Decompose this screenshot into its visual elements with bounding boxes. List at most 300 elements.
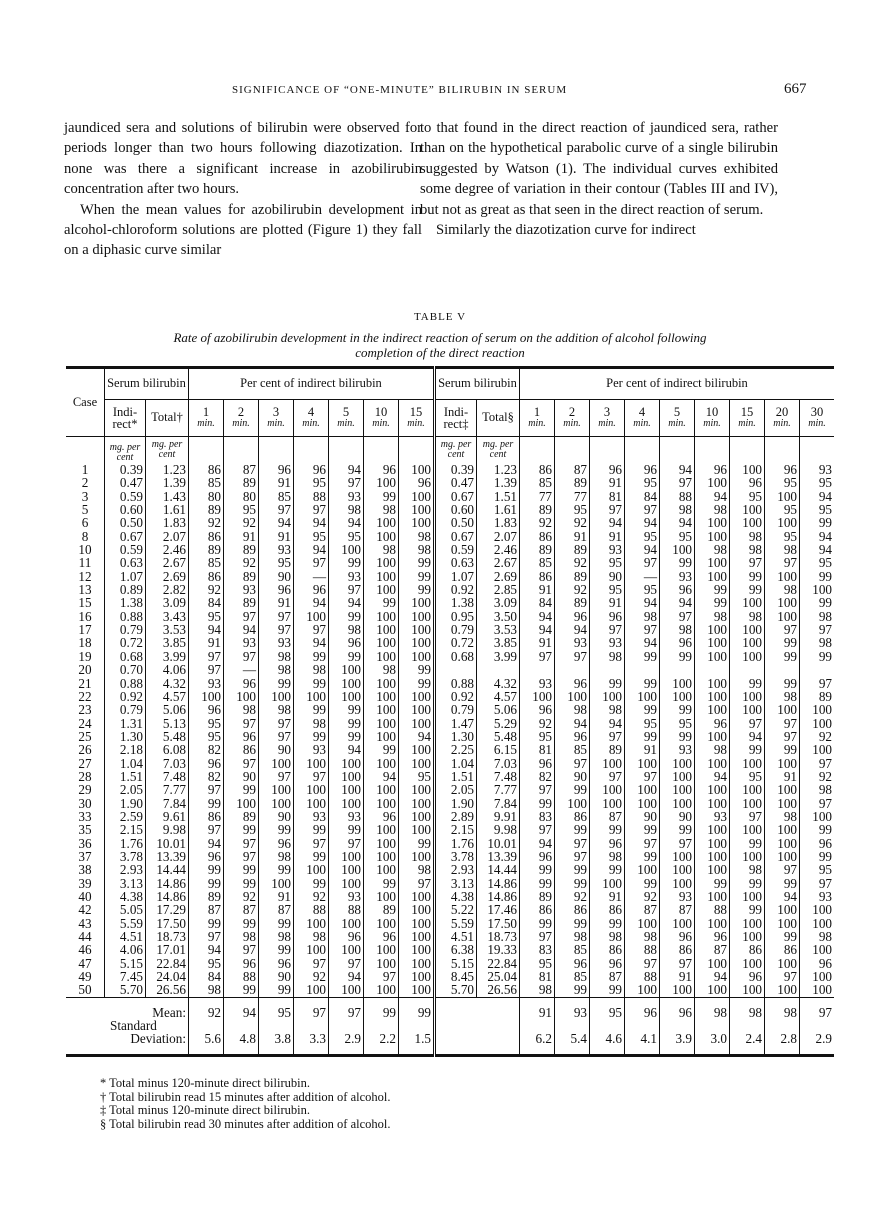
percent-value: 99 — [399, 677, 435, 690]
percent-value: 95 — [189, 957, 224, 970]
table-row — [66, 970, 834, 983]
total-bilirubin: 7.03 — [146, 757, 189, 770]
percent-value: 98 — [399, 863, 435, 876]
percent-value: 100 — [294, 943, 329, 956]
percent-value: 100 — [695, 757, 730, 770]
footnotes — [100, 1077, 391, 1131]
percent-value: 98 — [730, 610, 765, 623]
paragraph: When the mean values for azobilirubin development in alcohol-chloroform solutions are plotted (Figure 1) they fall on a diphasic curve similar — [64, 201, 422, 259]
percent-value: 85 — [555, 943, 590, 956]
percent-value: 100 — [364, 516, 399, 529]
percent-value: 100 — [399, 703, 435, 716]
percent-value: 91 — [625, 743, 660, 756]
percent-value: 100 — [329, 690, 364, 703]
percent-value: 100 — [364, 797, 399, 810]
empty-cell — [625, 437, 660, 464]
percent-value: 99 — [294, 823, 329, 836]
percent-value: 100 — [329, 543, 364, 556]
percent-value: 88 — [294, 490, 329, 503]
percent-value: 100 — [660, 797, 695, 810]
percent-value: 99 — [259, 943, 294, 956]
table-row — [66, 957, 834, 970]
percent-value: 97 — [189, 930, 224, 943]
percent-value: 94 — [590, 516, 625, 529]
percent-value: 99 — [730, 877, 765, 890]
percent-value: 100 — [329, 757, 364, 770]
percent-value: 96 — [189, 850, 224, 863]
total-bilirubin: 3.43 — [146, 610, 189, 623]
page-number: 667 — [784, 81, 807, 97]
percent-value: 100 — [800, 917, 835, 930]
percent-value: 95 — [625, 530, 660, 543]
percent-value: 95 — [765, 476, 800, 489]
percent-value: 95 — [800, 556, 835, 569]
percent-value: 89 — [224, 570, 259, 583]
percent-value: 98 — [800, 636, 835, 649]
percent-value: 100 — [364, 823, 399, 836]
percent-value: 98 — [399, 530, 435, 543]
percent-value: 95 — [520, 957, 555, 970]
indirect-bilirubin: 5.15 — [105, 957, 146, 970]
percent-value: 97 — [259, 623, 294, 636]
percent-value: 96 — [800, 837, 835, 850]
percent-value: 93 — [590, 543, 625, 556]
percent-value: 92 — [800, 730, 835, 743]
percent-value: 99 — [765, 636, 800, 649]
percent-value: 93 — [800, 890, 835, 903]
total-bilirubin: 2.82 — [146, 583, 189, 596]
table-caption: Rate of azobilirubin development in the indirect reaction of serum on the addition of alcohol following completion of the direct reaction — [173, 330, 707, 360]
percent-value: 91 — [520, 636, 555, 649]
percent-value: 99 — [329, 730, 364, 743]
mean-value: 98 — [765, 997, 800, 1019]
percent-value: 92 — [224, 516, 259, 529]
percent-value: 80 — [224, 490, 259, 503]
indirect-bilirubin: 1.38 — [105, 596, 146, 609]
total-bilirubin: 17.01 — [146, 943, 189, 956]
indirect-bilirubin: 1.76 — [105, 837, 146, 850]
percent-value: 99 — [695, 877, 730, 890]
percent-value: 91 — [259, 530, 294, 543]
header-serum-bilirubin-right: Serum bilirubin — [435, 368, 520, 400]
header-left-minute — [189, 400, 224, 437]
percent-value: 100 — [625, 917, 660, 930]
minute-value: 3 — [603, 405, 611, 419]
indirect-bilirubin: 3.13 — [105, 877, 146, 890]
total-bilirubin: 5.48 — [477, 730, 520, 743]
table-row — [66, 463, 834, 476]
percent-value: 100 — [364, 757, 399, 770]
percent-value: 96 — [224, 957, 259, 970]
percent-value: 93 — [329, 490, 364, 503]
empty-cell — [730, 437, 765, 464]
percent-value: 100 — [660, 917, 695, 930]
percent-value: 97 — [555, 650, 590, 663]
percent-value: 96 — [800, 957, 835, 970]
percent-value: 96 — [520, 757, 555, 770]
percent-value: 100 — [695, 690, 730, 703]
percent-value: 100 — [765, 757, 800, 770]
table-row — [66, 543, 834, 556]
percent-value: 85 — [555, 743, 590, 756]
percent-value: 98 — [259, 930, 294, 943]
percent-value: 99 — [189, 863, 224, 876]
minute-unit: min. — [808, 418, 826, 429]
table-label: TABLE V — [413, 311, 467, 323]
percent-value: 95 — [625, 583, 660, 596]
percent-value: 100 — [364, 703, 399, 716]
percent-value — [590, 663, 625, 676]
percent-value: 100 — [660, 690, 695, 703]
case-number: 28 — [78, 768, 92, 784]
percent-value: 97 — [189, 823, 224, 836]
percent-value: 100 — [625, 983, 660, 997]
minute-unit: min. — [703, 418, 721, 429]
percent-value: 98 — [730, 543, 765, 556]
total-bilirubin: 3.85 — [477, 636, 520, 649]
indirect-bilirubin: 4.38 — [105, 890, 146, 903]
percent-value: 100 — [765, 957, 800, 970]
percent-value: 94 — [294, 543, 329, 556]
empty-cell — [435, 997, 520, 1019]
percent-value: 100 — [660, 770, 695, 783]
percent-value: 95 — [520, 730, 555, 743]
indirect-bilirubin: 5.59 — [435, 917, 477, 930]
minute-value: 1 — [533, 405, 541, 419]
total-bilirubin: 10.01 — [477, 837, 520, 850]
percent-value: 96 — [555, 610, 590, 623]
percent-value: 100 — [399, 490, 435, 503]
percent-value: 100 — [364, 837, 399, 850]
percent-value: 88 — [329, 903, 364, 916]
table-row — [66, 823, 834, 836]
minute-value: 5 — [342, 405, 350, 419]
total-bilirubin: 17.50 — [477, 917, 520, 930]
case-number: 21 — [78, 675, 92, 691]
percent-value: 94 — [660, 463, 695, 476]
percent-value: 99 — [259, 677, 294, 690]
percent-value: 100 — [730, 463, 765, 476]
percent-value: 99 — [625, 677, 660, 690]
percent-value: 95 — [800, 863, 835, 876]
percent-value: 100 — [695, 983, 730, 997]
case-number: 39 — [78, 875, 92, 891]
case-number: 13 — [78, 582, 92, 598]
percent-value: 88 — [294, 903, 329, 916]
minute-value: 15 — [740, 405, 754, 419]
percent-value: 91 — [590, 476, 625, 489]
percent-value: 100 — [695, 677, 730, 690]
percent-value: 99 — [555, 863, 590, 876]
percent-value: 82 — [189, 770, 224, 783]
case-number: 38 — [78, 862, 92, 878]
percent-value: 94 — [189, 837, 224, 850]
total-bilirubin: 2.69 — [477, 570, 520, 583]
case-number: 27 — [78, 755, 92, 771]
percent-value: 99 — [625, 703, 660, 716]
indirect-bilirubin — [435, 663, 477, 676]
percent-value: 96 — [660, 930, 695, 943]
total-bilirubin: 5.06 — [146, 703, 189, 716]
percent-value: 99 — [800, 823, 835, 836]
mean-value: 94 — [224, 997, 259, 1019]
percent-value: 99 — [555, 783, 590, 796]
percent-value: 97 — [259, 717, 294, 730]
percent-value: 99 — [730, 677, 765, 690]
total-bilirubin: 2.07 — [477, 530, 520, 543]
percent-value: 97 — [765, 556, 800, 569]
table-row — [66, 490, 834, 503]
percent-value: 100 — [399, 757, 435, 770]
indirect-bilirubin: 2.18 — [105, 743, 146, 756]
percent-value: 100 — [329, 770, 364, 783]
percent-value: 86 — [189, 810, 224, 823]
percent-value: 97 — [765, 863, 800, 876]
total-bilirubin: 5.06 — [477, 703, 520, 716]
percent-value: 86 — [520, 463, 555, 476]
percent-value: 100 — [399, 503, 435, 516]
footnote: * Total minus 120-minute direct bilirubin. — [100, 1076, 310, 1090]
percent-value: 99 — [730, 903, 765, 916]
percent-value: 94 — [329, 596, 364, 609]
header-right-minute — [660, 400, 695, 437]
percent-value: 90 — [660, 810, 695, 823]
percent-value: 100 — [695, 623, 730, 636]
total-bilirubin: 1.83 — [146, 516, 189, 529]
percent-value: 98 — [294, 663, 329, 676]
percent-value: 92 — [189, 516, 224, 529]
minute-unit: min. — [337, 418, 355, 429]
percent-value: 99 — [800, 570, 835, 583]
percent-value: 96 — [259, 957, 294, 970]
percent-value: 96 — [660, 636, 695, 649]
indirect-bilirubin: 0.72 — [435, 636, 477, 649]
percent-value: 98 — [259, 703, 294, 716]
percent-value: 92 — [625, 890, 660, 903]
sd-value: 2.9 — [800, 1019, 835, 1055]
percent-value: 100 — [329, 850, 364, 863]
percent-value: 100 — [730, 757, 765, 770]
total-bilirubin: 18.73 — [146, 930, 189, 943]
case-number: 3 — [81, 488, 89, 504]
case-number: 49 — [78, 969, 92, 985]
percent-value: 77 — [555, 490, 590, 503]
percent-value: 100 — [695, 863, 730, 876]
percent-value: 91 — [660, 970, 695, 983]
table-row — [66, 837, 834, 850]
total-bilirubin: 14.86 — [146, 890, 189, 903]
percent-value: 92 — [800, 770, 835, 783]
percent-value: 100 — [590, 797, 625, 810]
percent-value: 100 — [625, 783, 660, 796]
percent-value: 88 — [625, 970, 660, 983]
total-bilirubin: 3.09 — [146, 596, 189, 609]
percent-value: — — [625, 570, 660, 583]
percent-value: 94 — [329, 516, 364, 529]
percent-value: 97 — [800, 623, 835, 636]
percent-value: 89 — [189, 503, 224, 516]
total-bilirubin: 5.48 — [146, 730, 189, 743]
indirect-bilirubin: 2.89 — [435, 810, 477, 823]
minute-unit: min. — [372, 418, 390, 429]
percent-value: — — [224, 663, 259, 676]
total-bilirubin: 1.39 — [477, 476, 520, 489]
percent-value: 94 — [364, 770, 399, 783]
percent-value: 94 — [224, 623, 259, 636]
percent-value: 97 — [224, 943, 259, 956]
percent-value — [555, 663, 590, 676]
header-left-minute — [224, 400, 259, 437]
header-right-minute — [555, 400, 590, 437]
case-number: 26 — [78, 742, 92, 758]
percent-value: 98 — [520, 983, 555, 997]
header-case: Case — [72, 394, 98, 409]
percent-value: 99 — [660, 650, 695, 663]
percent-value: 89 — [189, 543, 224, 556]
percent-value: 87 — [224, 903, 259, 916]
percent-value: 99 — [555, 823, 590, 836]
percent-value: 98 — [765, 543, 800, 556]
percent-value: 100 — [730, 690, 765, 703]
percent-value: 96 — [189, 757, 224, 770]
percent-value: 85 — [520, 476, 555, 489]
percent-value — [625, 663, 660, 676]
indirect-bilirubin: 0.47 — [105, 476, 146, 489]
percent-value: 90 — [625, 810, 660, 823]
percent-value: 97 — [625, 957, 660, 970]
percent-value: 100 — [364, 730, 399, 743]
table-row — [66, 810, 834, 823]
indirect-bilirubin: 1.07 — [435, 570, 477, 583]
percent-value: 87 — [555, 463, 590, 476]
percent-value: 91 — [590, 890, 625, 903]
table-row — [66, 770, 834, 783]
percent-value: 86 — [520, 903, 555, 916]
percent-value: 100 — [364, 677, 399, 690]
header-left-minute — [259, 400, 294, 437]
percent-value: 98 — [765, 583, 800, 596]
percent-value: 99 — [399, 583, 435, 596]
percent-value: 100 — [625, 757, 660, 770]
percent-value: 100 — [329, 783, 364, 796]
sd-value: 3.0 — [695, 1019, 730, 1055]
percent-value: 97 — [590, 623, 625, 636]
percent-value: 86 — [189, 530, 224, 543]
indirect-bilirubin: 4.51 — [435, 930, 477, 943]
percent-value: 96 — [329, 930, 364, 943]
percent-value: 100 — [695, 636, 730, 649]
percent-value: 99 — [329, 610, 364, 623]
percent-value: 86 — [660, 943, 695, 956]
indirect-bilirubin: 2.25 — [435, 743, 477, 756]
percent-value: 98 — [259, 850, 294, 863]
case-number: 11 — [78, 555, 92, 571]
percent-value: 89 — [224, 596, 259, 609]
indirect-bilirubin: 0.95 — [435, 610, 477, 623]
percent-value: 99 — [660, 703, 695, 716]
units-row — [66, 437, 834, 464]
percent-value: 86 — [555, 903, 590, 916]
percent-value: 100 — [329, 677, 364, 690]
case-number: 18 — [78, 635, 92, 651]
data-table — [66, 366, 834, 1057]
percent-value: 91 — [259, 890, 294, 903]
percent-value: 98 — [399, 543, 435, 556]
percent-value: 100 — [730, 930, 765, 943]
indirect-bilirubin: 0.92 — [105, 690, 146, 703]
percent-value: 100 — [695, 783, 730, 796]
percent-value: 96 — [364, 930, 399, 943]
percent-value: 100 — [399, 650, 435, 663]
percent-value: 93 — [520, 677, 555, 690]
percent-value: 100 — [399, 797, 435, 810]
header-right-minute — [765, 400, 800, 437]
percent-value: 100 — [660, 850, 695, 863]
percent-value: 100 — [294, 983, 329, 997]
percent-value: 100 — [259, 690, 294, 703]
percent-value: 84 — [625, 490, 660, 503]
percent-value: 100 — [294, 690, 329, 703]
percent-value: 99 — [294, 650, 329, 663]
percent-value: 99 — [294, 730, 329, 743]
percent-value: 81 — [520, 970, 555, 983]
indirect-bilirubin: 0.67 — [435, 530, 477, 543]
mean-value: 96 — [660, 997, 695, 1019]
percent-value: 99 — [329, 650, 364, 663]
percent-value: 100 — [294, 917, 329, 930]
indirect-bilirubin: 2.93 — [435, 863, 477, 876]
empty-cell — [66, 437, 105, 464]
case-number: 10 — [78, 542, 92, 558]
empty-cell — [800, 437, 835, 464]
empty-cell — [224, 437, 259, 464]
percent-value: 81 — [520, 743, 555, 756]
percent-value: 92 — [189, 583, 224, 596]
empty-cell — [660, 437, 695, 464]
percent-value: 83 — [520, 810, 555, 823]
percent-value: 95 — [294, 530, 329, 543]
percent-value: 100 — [364, 636, 399, 649]
indirect-bilirubin: 3.13 — [435, 877, 477, 890]
table-row — [66, 570, 834, 583]
percent-value: 89 — [520, 543, 555, 556]
percent-value: 88 — [695, 903, 730, 916]
minute-unit: min. — [407, 418, 425, 429]
percent-value: 100 — [695, 570, 730, 583]
percent-value: 100 — [730, 636, 765, 649]
percent-value: 94 — [695, 770, 730, 783]
header-per-cent-left: Per cent of indirect bilirubin — [189, 368, 435, 400]
mean-value: 99 — [364, 997, 399, 1019]
total-bilirubin: 22.84 — [477, 957, 520, 970]
percent-value: 97 — [625, 623, 660, 636]
percent-value: 96 — [590, 957, 625, 970]
percent-value: 98 — [800, 930, 835, 943]
sd-value: 5.6 — [189, 1019, 224, 1055]
percent-value: 98 — [660, 503, 695, 516]
percent-value: 100 — [730, 823, 765, 836]
percent-value: 90 — [259, 810, 294, 823]
total-bilirubin: 1.51 — [477, 490, 520, 503]
percent-value: 87 — [695, 943, 730, 956]
percent-value: 100 — [329, 797, 364, 810]
percent-value: 94 — [329, 743, 364, 756]
percent-value: 94 — [329, 463, 364, 476]
percent-value: 89 — [224, 476, 259, 489]
indirect-bilirubin: 3.78 — [105, 850, 146, 863]
percent-value: 100 — [660, 783, 695, 796]
total-bilirubin: 17.46 — [477, 903, 520, 916]
